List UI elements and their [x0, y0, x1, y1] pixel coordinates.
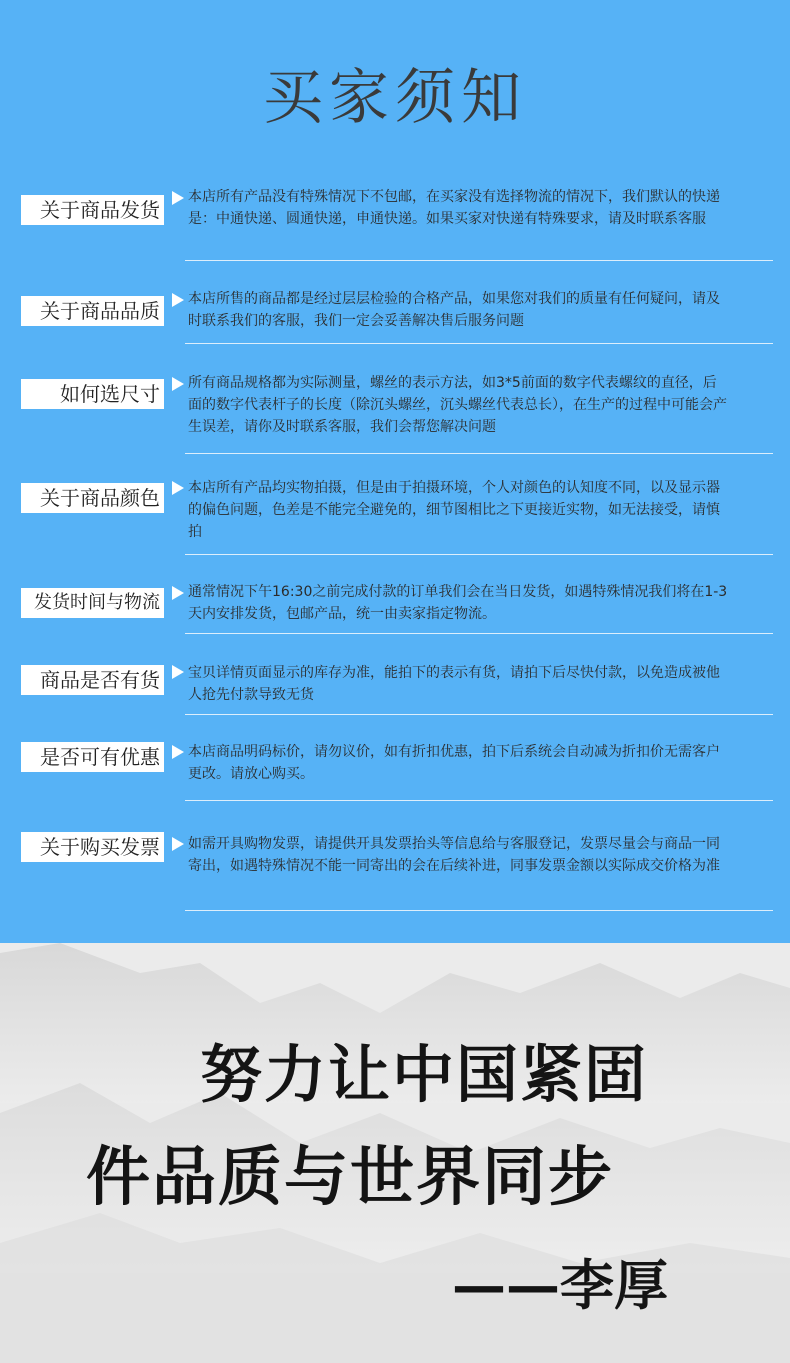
slogan-line-2: 件品质与世界同步 [86, 1140, 614, 1215]
arrow-icon [172, 293, 184, 307]
section-label: 关于购买发票 [21, 832, 164, 862]
section-text: 通常情况下午16:30之前完成付款的订单我们会在当日发货，如遇特殊情况我们将在1-3天内安排发货，包邮产品，统一由卖家指定物流。 [188, 584, 728, 622]
arrow-icon [172, 665, 184, 679]
section-text: 本店商品明码标价，请勿议价，如有折扣优惠，拍下后系统会自动减为折扣价无需客户更改。请放心购买。 [188, 744, 720, 782]
section-label: 如何选尺寸 [21, 379, 164, 409]
divider [185, 554, 773, 555]
arrow-icon [172, 586, 184, 600]
arrow-icon [172, 481, 184, 495]
section-label: 是否可有优惠 [21, 742, 164, 772]
divider [185, 633, 773, 634]
section-label: 关于商品发货 [21, 195, 164, 225]
divider [185, 453, 773, 454]
slogan-line-1: 努力让中国紧固 [200, 1038, 649, 1111]
slogan-signature: ——李厚 [452, 1253, 668, 1317]
page-title: 买家须知 [263, 63, 527, 133]
divider [185, 800, 773, 801]
arrow-icon [172, 837, 184, 851]
section-label: 发货时间与物流 [21, 588, 164, 618]
divider [185, 714, 773, 715]
arrow-icon [172, 191, 184, 205]
arrow-icon [172, 377, 184, 391]
section-text: 宝贝详情页面显示的库存为准，能拍下的表示有货，请拍下后尽快付款，以免造成被他人抢先付款导致无货 [188, 665, 720, 703]
section-label: 关于商品品质 [21, 296, 164, 326]
arrow-icon [172, 745, 184, 759]
section-text: 如需开具购物发票，请提供开具发票抬头等信息给与客服登记，发票尽量会与商品一同寄出，如遇特殊情况不能一同寄出的会在后续补进，同事发票金额以实际成交价格为准 [188, 836, 720, 874]
divider [185, 260, 773, 261]
section-label: 商品是否有货 [21, 665, 164, 695]
section-label: 关于商品颜色 [21, 483, 164, 513]
section-text: 所有商品规格都为实际测量，螺丝的表示方法，如3*5前面的数字代表螺纹的直径，后面的数字代表杆子的长度（除沉头螺丝，沉头螺丝代表总长），在生产的过程中可能会产生误差，请你及时联系客服，我们会帮您解决问题 [188, 375, 727, 435]
section-text: 本店所有产品没有特殊情况下不包邮，在买家没有选择物流的情况下，我们默认的快递是：中通快递、圆通快递，申通快递。如果买家对快递有特殊要求，请及时联系客服 [188, 189, 720, 227]
divider [185, 343, 773, 344]
section-text: 本店所有产品均实物拍摄，但是由于拍摄环境，个人对颜色的认知度不同，以及显示器的偏色问题，色差是不能完全避免的，细节图相比之下更接近实物，如无法接受，请慎拍 [188, 480, 720, 540]
divider [185, 910, 773, 911]
slogan-banner [0, 943, 790, 1363]
section-text: 本店所售的商品都是经过层层检验的合格产品，如果您对我们的质量有任何疑问，请及时联系我们的客服，我们一定会妥善解决售后服务问题 [188, 291, 720, 329]
